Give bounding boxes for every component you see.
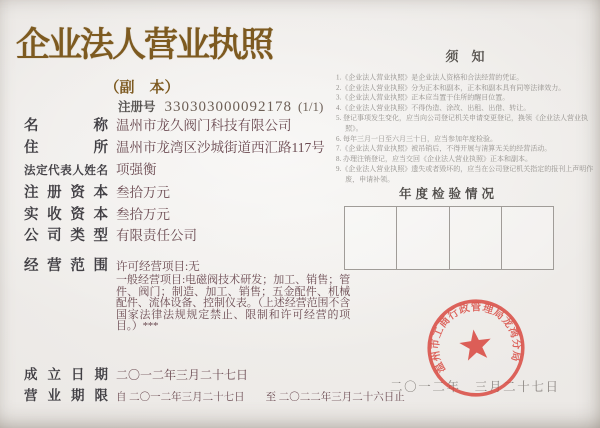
field-value-registered-capital: 叁拾万元 bbox=[116, 185, 170, 200]
seal-star-icon bbox=[458, 327, 494, 361]
field-value-address: 温州市龙湾区沙城街道西汇路117号 bbox=[116, 140, 325, 155]
scope-licensed-items: 许可经营项目:无 bbox=[116, 261, 200, 273]
notice-item: 4.《企业法人营业执照》不得伪造、涂改、出租、出借、转让。 bbox=[336, 104, 531, 113]
notice-heading: 须 知 bbox=[445, 50, 485, 65]
field-row-paid-in-capital bbox=[24, 203, 170, 224]
seal-text: 温州市工商行政管理局龙湾分局 bbox=[429, 301, 523, 375]
issue-date: 二〇一二年 三月二十七日 bbox=[390, 380, 558, 394]
annual-inspection-cell bbox=[396, 207, 448, 269]
annual-inspection-cell bbox=[345, 207, 396, 269]
notice-item: 8. 办理注销登记，应当交回《企业法人营业执照》正本和副本。 bbox=[336, 155, 532, 164]
field-label-legal-representative: 法定代表人姓名 bbox=[24, 163, 108, 177]
field-label-establishment-date: 成立日期 bbox=[24, 367, 108, 383]
field-value-paid-in-capital: 叁拾万元 bbox=[116, 207, 170, 222]
notice-item: 7.《企业法人营业执照》被吊销后，不得开展与清算无关的经营活动。 bbox=[336, 145, 552, 153]
field-row-address bbox=[24, 136, 325, 157]
annual-inspection-cell bbox=[449, 207, 501, 269]
official-seal bbox=[417, 289, 534, 406]
notice-item: 9.《企业法人营业执照》遗失或者毁坏的，应当在公司登记机关指定的报刊上声明作废，申请补领。 bbox=[336, 165, 594, 184]
field-label-company-type: 公司类型 bbox=[24, 228, 108, 244]
annual-inspection-cell bbox=[501, 207, 553, 269]
notice-item: 5. 登记事项发生变化，应当向公司登记机关申请变更登记，换领《企业法人营业执照》。 bbox=[336, 114, 588, 133]
annual-inspection-table bbox=[344, 206, 554, 270]
field-row-establishment-date bbox=[24, 366, 248, 384]
field-label-business-term: 营业期限 bbox=[24, 388, 108, 404]
field-value-establishment-date: 二〇一二年三月二十七日 bbox=[116, 368, 249, 382]
field-label-address: 住所 bbox=[24, 140, 108, 156]
field-label-name: 名称 bbox=[24, 118, 108, 134]
scope-general-items: 一般经营项目:电磁阀技术研发；加工、销售；管件、阀门；制造、加工、销售；五金配件、机械配件、流体设备、控制仪表。（上述经营范围不含国家法律法规规定禁止、限制和许可经营的项目。）*** bbox=[116, 274, 350, 333]
field-row-registered-capital bbox=[24, 181, 170, 202]
registration-number-label: 注册号 bbox=[118, 99, 156, 114]
field-value-company-name: 温州市龙久阀门科技有限公司 bbox=[116, 118, 292, 133]
business-scope-text bbox=[116, 246, 350, 333]
field-row-business-scope bbox=[24, 246, 350, 333]
field-label-business-scope: 经营范围 bbox=[24, 258, 108, 274]
field-value-legal-representative: 项强衡 bbox=[116, 162, 157, 177]
notice-item: 2.《企业法人营业执照》分为正本和副本，正本和副本具有同等法律效力。 bbox=[336, 83, 566, 92]
field-label-registered-capital: 注册资本 bbox=[24, 185, 108, 201]
annual-inspection-heading: 年度检验情况 bbox=[398, 186, 498, 201]
notice-item: 6. 每年三月一日至六月三十日，应当参加年度检验。 bbox=[336, 134, 497, 143]
document-subtitle-copy: （副 本） bbox=[104, 80, 180, 96]
field-value-business-term: 自 二〇一二年三月二十七日 至 二〇二二年三月二十六日止 bbox=[116, 392, 405, 403]
field-row-company-type bbox=[24, 224, 197, 245]
field-row-business-term bbox=[24, 389, 405, 405]
notice-items bbox=[336, 73, 594, 185]
registration-copy-index: (1/1) bbox=[298, 99, 324, 114]
notice-item: 1.《企业法人营业执照》是企业法人资格和合法经营的凭证。 bbox=[336, 73, 524, 82]
notice-item: 3.《企业法人营业执照》正本应当置于住所的醒目位置。 bbox=[336, 94, 510, 102]
field-row-legal-representative bbox=[24, 158, 157, 178]
document-title: 企业法人营业执照 bbox=[16, 25, 272, 65]
registration-number: 330303000092178 bbox=[164, 99, 293, 115]
field-value-company-type: 有限责任公司 bbox=[116, 228, 197, 243]
field-row-name bbox=[24, 114, 292, 135]
field-label-paid-in-capital: 实收资本 bbox=[24, 207, 108, 223]
